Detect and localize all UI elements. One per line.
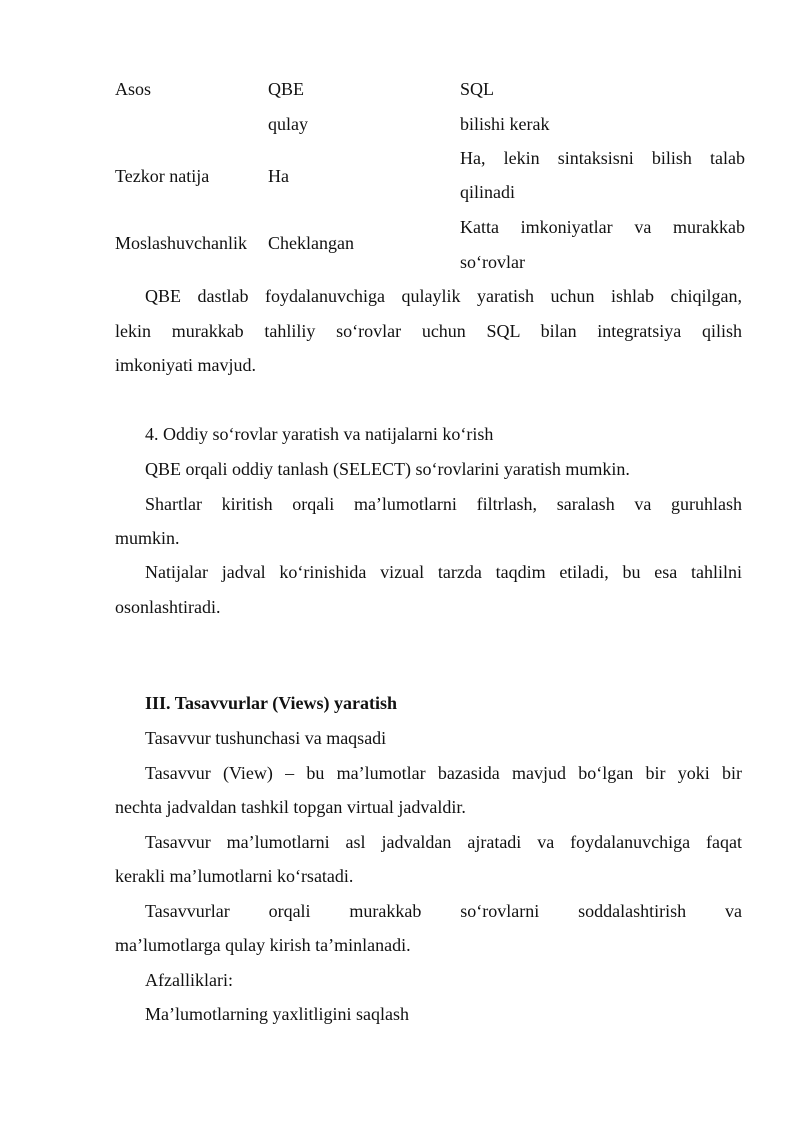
paragraph-line: lekin murakkab tahliliy so‘rovlar uchun SQL bilan integratsiya qilish xyxy=(115,321,742,341)
paragraph-line: Tasavvur (View) – bu ma’lumotlar bazasida mavjud bo‘lgan bir yoki bir xyxy=(145,763,742,783)
paragraph-line: nechta jadvaldan tashkil topgan virtual jadvaldir. xyxy=(115,797,466,817)
paragraph-line: imkoniyati mavjud. xyxy=(115,355,256,375)
paragraph-line: Tasavvurlar orqali murakkab so‘rovlarni soddalashtirish va xyxy=(145,901,742,921)
table-cell-criterion: Tezkor natija xyxy=(115,166,210,186)
table-cell-sql: bilishi kerak xyxy=(460,114,550,134)
table-cell-sql: qilinadi xyxy=(460,182,515,202)
paragraph-line: Shartlar kiritish orqali ma’lumotlarni filtrlash, saralash va guruhlash xyxy=(145,494,742,514)
paragraph-line: mumkin. xyxy=(115,528,180,548)
table-cell-sql: Ha, lekin sintaksisni bilish talab xyxy=(460,148,745,168)
paragraph-line: kerakli ma’lumotlarni ko‘rsatadi. xyxy=(115,866,354,886)
table-cell-criterion: Moslashuvchanlik xyxy=(115,233,247,253)
table-cell-qbe: qulay xyxy=(268,114,308,134)
table-cell-sql: Katta imkoniyatlar va murakkab xyxy=(460,217,745,237)
table-cell-qbe: Ha xyxy=(268,166,289,186)
table-cell-criterion: Asos xyxy=(115,79,152,99)
list-heading: Afzalliklari: xyxy=(145,970,233,990)
section-heading: III. Tasavvurlar (Views) yaratish xyxy=(145,693,398,713)
paragraph-line: Tasavvur ma’lumotlarni asl jadvaldan ajratadi va foydalanuvchiga faqat xyxy=(145,832,742,852)
paragraph-line: osonlashtiradi. xyxy=(115,597,221,617)
table-cell-qbe: Cheklangan xyxy=(268,233,354,253)
subheading: Tasavvur tushunchasi va maqsadi xyxy=(145,728,387,748)
table-cell-qbe: QBE xyxy=(268,79,304,99)
paragraph-line: QBE dastlab foydalanuvchiga qulaylik yaratish uchun ishlab chiqilgan, xyxy=(145,286,742,306)
section-heading: 4. Oddiy so‘rovlar yaratish va natijalarni ko‘rish xyxy=(145,424,494,444)
paragraph-line: QBE orqali oddiy tanlash (SELECT) so‘rovlarini yaratish mumkin. xyxy=(145,459,630,479)
paragraph-line: ma’lumotlarga qulay kirish ta’minlanadi. xyxy=(115,935,411,955)
list-item: Ma’lumotlarning yaxlitligini saqlash xyxy=(145,1004,409,1024)
paragraph-line: Natijalar jadval ko‘rinishida vizual tarzda taqdim etiladi, bu esa tahlilni xyxy=(145,562,742,582)
table-cell-sql: so‘rovlar xyxy=(460,252,525,272)
table-cell-sql: SQL xyxy=(460,79,495,99)
